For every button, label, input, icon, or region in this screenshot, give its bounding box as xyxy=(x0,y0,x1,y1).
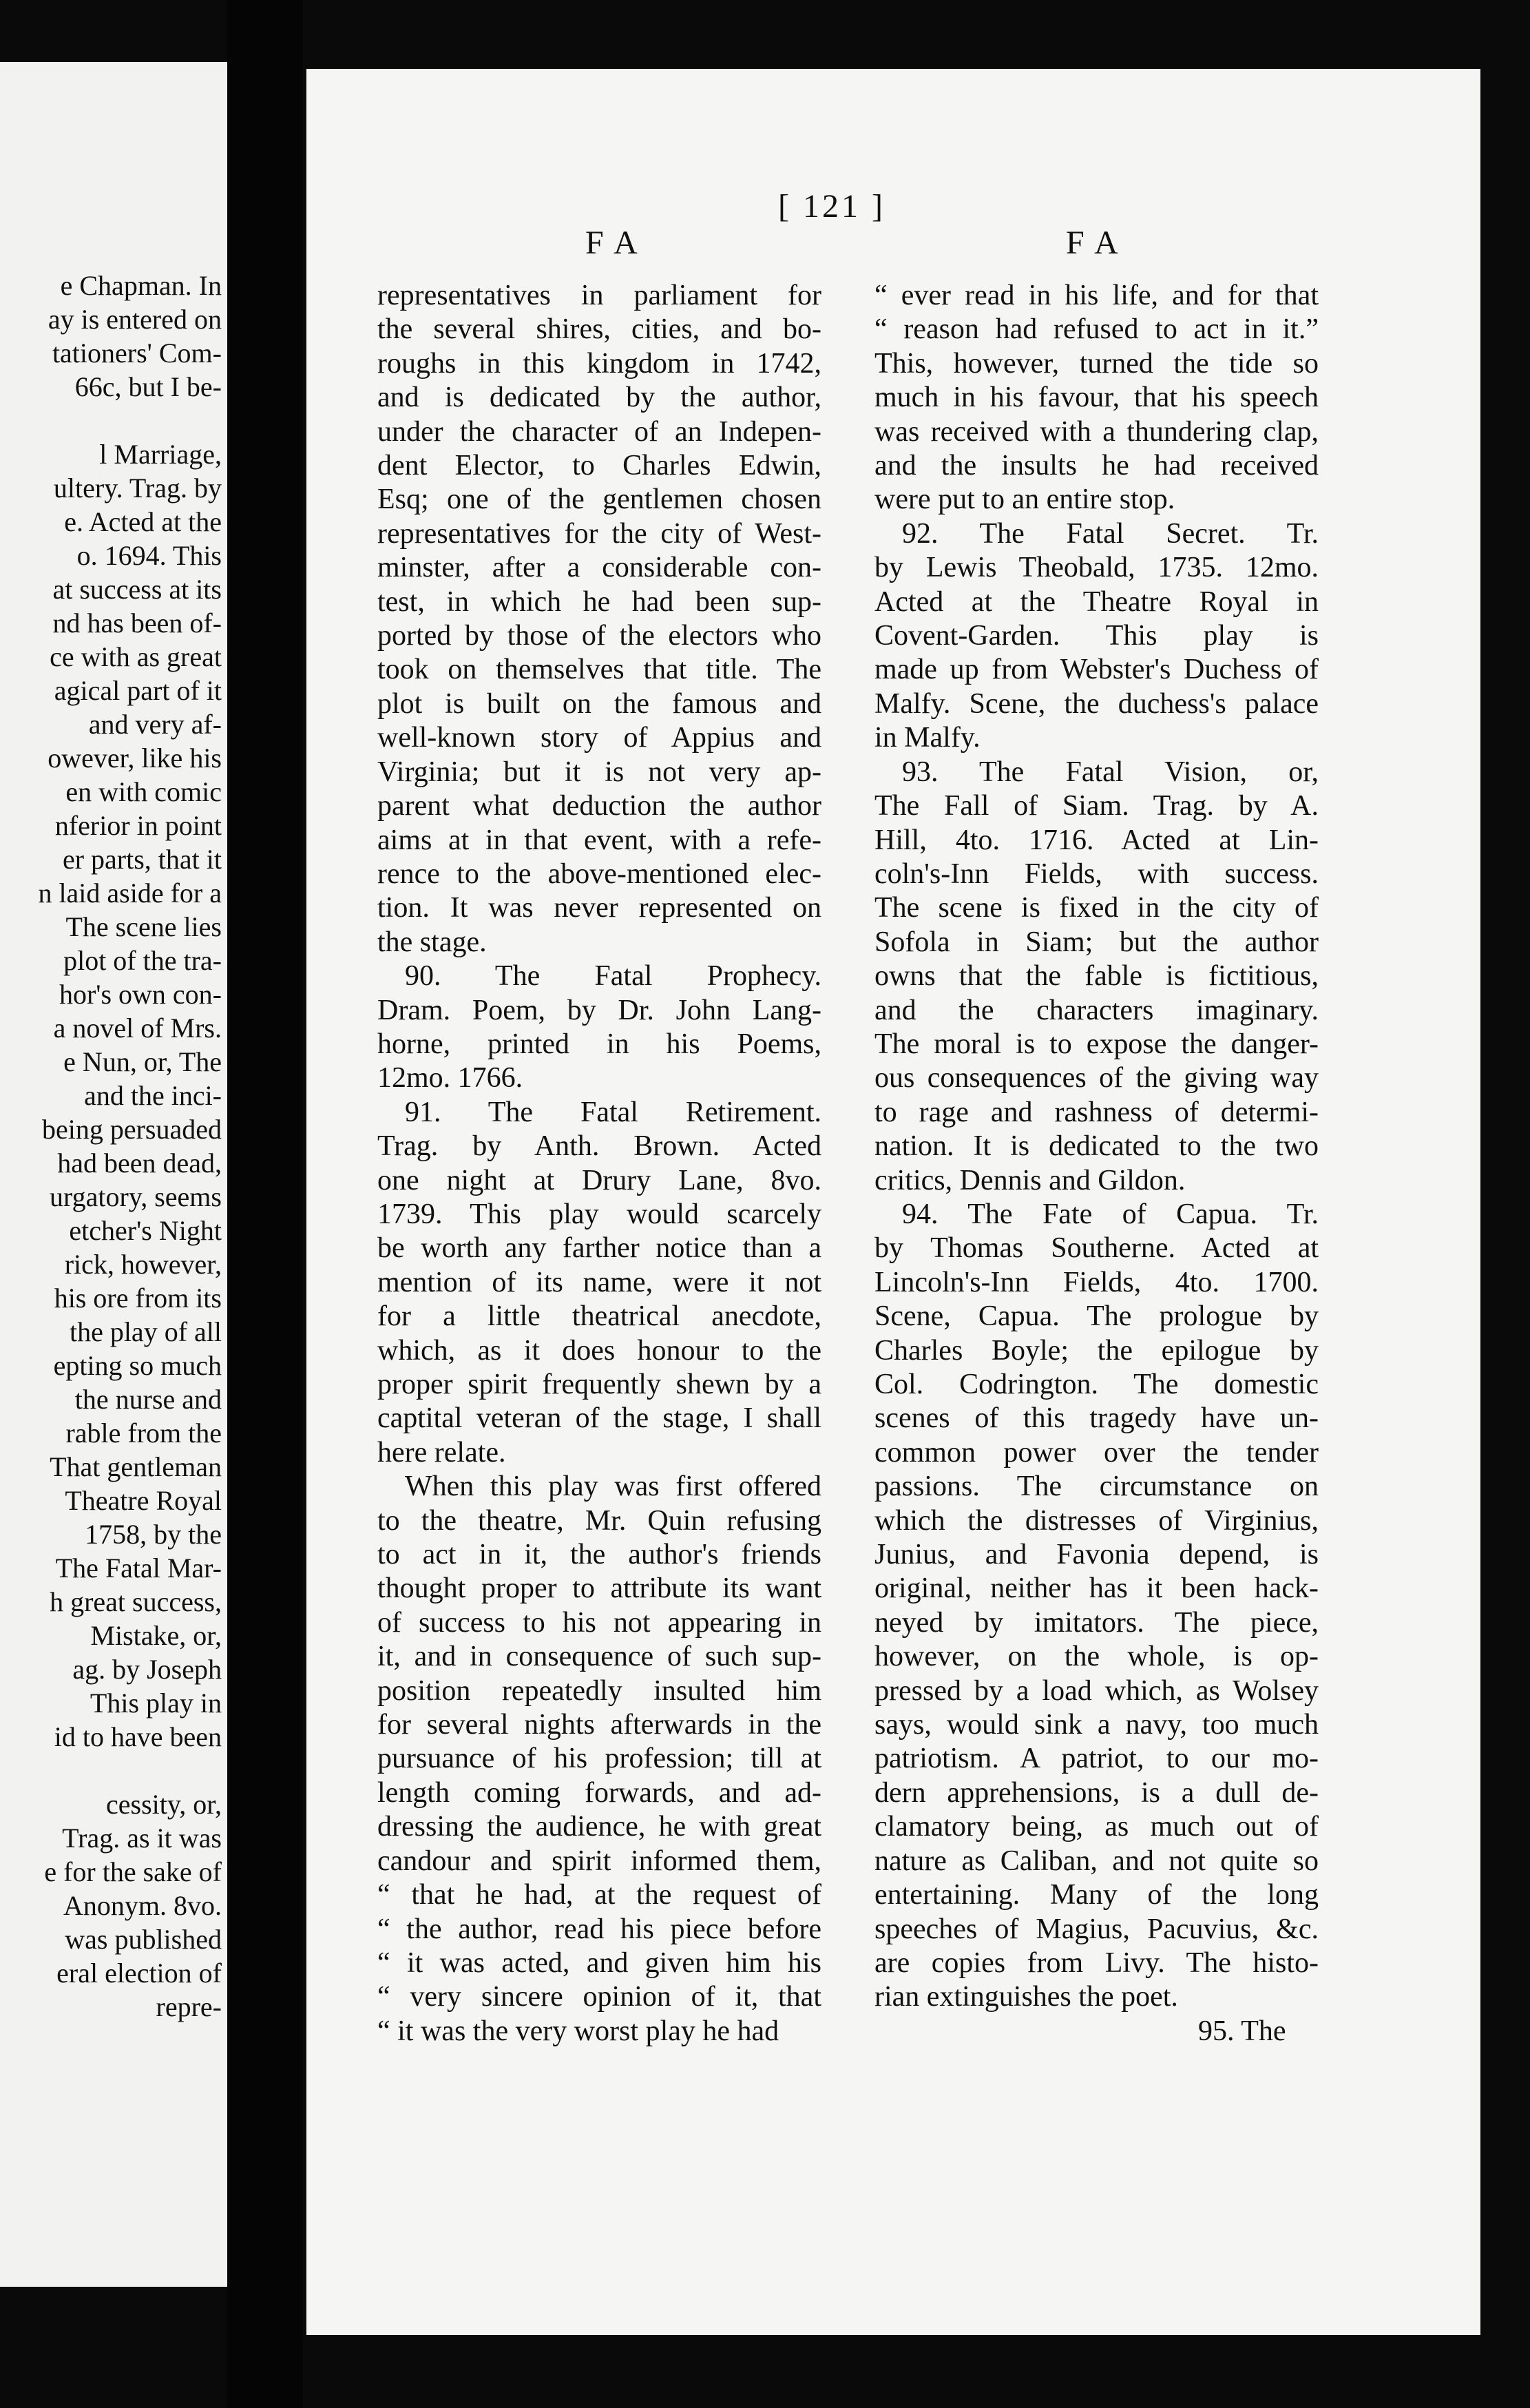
text-line: Virginia; but it is not very ap- xyxy=(377,756,821,788)
text-line: and the characters imaginary. xyxy=(874,994,1319,1026)
text-line: in Malfy. xyxy=(874,722,981,754)
text-line: and the inci- xyxy=(84,1080,222,1111)
text-line: minster, after a considerable con- xyxy=(377,552,821,584)
text-line: nature as Caliban, and not quite so xyxy=(874,1845,1319,1877)
text-line: be worth any farther notice than a xyxy=(377,1232,821,1265)
text-line: mention of its name, were it not xyxy=(377,1266,821,1298)
text-line: 92. The Fatal Secret. Tr. xyxy=(902,517,1319,550)
text-line: repre- xyxy=(156,1991,222,2022)
text-line: for a little theatrical anecdote, xyxy=(377,1300,821,1333)
text-line: it, and in consequence of such sup- xyxy=(377,1641,821,1673)
text-line: dern apprehensions, is a dull de- xyxy=(874,1776,1319,1809)
catchword: 95. The xyxy=(1198,2015,1286,2047)
text-line: tationers' Com- xyxy=(52,338,222,369)
text-line: was received with a thundering clap, xyxy=(874,415,1319,448)
text-line: are copies from Livy. The histo- xyxy=(874,1947,1319,1979)
text-line: urgatory, seems xyxy=(50,1181,222,1212)
text-line: the several shires, cities, and bo- xyxy=(377,313,821,346)
text-line: captital veteran of the stage, I shall xyxy=(377,1402,821,1435)
text-line: The moral is to expose the danger- xyxy=(874,1028,1319,1060)
text-line: Charles Boyle; the epilogue by xyxy=(874,1334,1319,1367)
text-line: test, in which he had been sup- xyxy=(377,585,821,618)
text-line: was published xyxy=(65,1924,222,1955)
text-line: id to have been xyxy=(54,1721,222,1752)
text-line: pursuance of his profession; till at xyxy=(377,1743,821,1775)
text-line: and is dedicated by the author, xyxy=(377,382,821,414)
text-line: “ it was the very worst play he had xyxy=(377,2015,779,2047)
text-line: ported by those of the electors who xyxy=(377,620,821,652)
text-line: ce with as great xyxy=(50,641,222,672)
text-line: to the theatre, Mr. Quin refusing xyxy=(377,1504,821,1537)
text-line: “ very sincere opinion of it, that xyxy=(377,1981,821,2013)
text-line: representatives in parliament for xyxy=(377,280,821,311)
text-line: rick, however, xyxy=(64,1249,222,1280)
text-line: the nurse and xyxy=(74,1384,222,1415)
text-line: This, however, turned the tide so xyxy=(874,347,1319,380)
text-line: his ore from its xyxy=(54,1283,222,1314)
text-line: Esq; one of the gentlemen chosen xyxy=(377,484,821,516)
text-line: here relate. xyxy=(377,1436,506,1468)
text-line: agical part of it xyxy=(54,675,222,706)
text-line: Anonym. 8vo. xyxy=(63,1890,222,1921)
text-line: ag. by Joseph xyxy=(72,1654,222,1685)
left-page-text xyxy=(0,269,222,2024)
text-line: h great success, xyxy=(50,1586,222,1617)
text-line: common power over the tender xyxy=(874,1436,1319,1468)
text-line: 94. The Fate of Capua. Tr. xyxy=(902,1198,1319,1230)
text-line: 66c, but I be- xyxy=(74,371,222,402)
text-line: and very af- xyxy=(88,709,222,740)
text-line xyxy=(0,404,222,437)
text-line: much in his favour, that his speech xyxy=(874,382,1319,414)
text-line: Trag. as it was xyxy=(62,1823,222,1854)
text-line: eral election of xyxy=(56,1958,222,1989)
text-line: Col. Codrington. The domestic xyxy=(874,1369,1319,1400)
text-line: “ reason had refused to act in it.” xyxy=(874,313,1319,346)
text-line: thought proper to attribute its want xyxy=(377,1573,821,1605)
text-line: n laid aside for a xyxy=(38,878,222,909)
book-gutter xyxy=(227,0,303,2408)
text-line: says, would sink a navy, too much xyxy=(874,1709,1319,1741)
text-line: “ that he had, at the request of xyxy=(377,1879,821,1911)
text-line: en with comic xyxy=(65,776,222,807)
text-line: entertaining. Many of the long xyxy=(874,1879,1319,1911)
text-line: length coming forwards, and ad- xyxy=(377,1776,821,1809)
text-line: cessity, or, xyxy=(106,1789,222,1820)
text-line: patriotism. A patriot, to our mo- xyxy=(874,1743,1319,1775)
text-line: Lincoln's-Inn Fields, 4to. 1700. xyxy=(874,1266,1319,1298)
text-line: When this play was first offered xyxy=(405,1471,821,1503)
text-line: a novel of Mrs. xyxy=(53,1013,222,1044)
text-line: rian extinguishes the poet. xyxy=(874,1981,1178,2013)
text-line: coln's-Inn Fields, with success. xyxy=(874,858,1319,890)
text-line: e Chapman. In xyxy=(60,270,222,301)
text-line: parent what deduction the author xyxy=(377,790,821,822)
text-line: rable from the xyxy=(65,1418,222,1449)
text-line: of success to his not appearing in xyxy=(377,1606,821,1639)
text-line: Hill, 4to. 1716. Acted at Lin- xyxy=(874,824,1319,856)
text-line: e Nun, or, The xyxy=(63,1046,222,1077)
running-head-left: FA xyxy=(585,225,650,261)
text-line: epting so much xyxy=(53,1350,222,1381)
text-line: Malfy. Scene, the duchess's palace xyxy=(874,687,1319,720)
text-line: ous consequences of the giving way xyxy=(874,1062,1319,1094)
text-line: The Fall of Siam. Trag. by A. xyxy=(874,790,1319,822)
text-line: Dram. Poem, by Dr. John Lang- xyxy=(377,994,821,1026)
text-line: ay is entered on xyxy=(48,304,222,335)
text-line: nation. It is dedicated to the two xyxy=(874,1130,1319,1163)
text-line: 93. The Fatal Vision, or, xyxy=(902,756,1319,788)
text-line: “ ever read in his life, and for that xyxy=(874,280,1319,311)
text-line: o. 1694. This xyxy=(76,540,222,571)
text-line: “ the author, read his piece before xyxy=(377,1913,821,1945)
text-line: being persuaded xyxy=(41,1114,222,1145)
text-line xyxy=(0,1754,222,1787)
text-line: 12mo. 1766. xyxy=(377,1062,523,1094)
text-line: 1758, by the xyxy=(85,1519,222,1550)
text-line: clamatory being, as much out of xyxy=(874,1811,1319,1843)
text-line: original, neither has it been hack- xyxy=(874,1573,1319,1605)
text-line: l Marriage, xyxy=(99,439,222,470)
running-head-right: FA xyxy=(1066,225,1131,261)
text-line: the stage. xyxy=(377,926,487,958)
text-line: nferior in point xyxy=(54,810,222,841)
text-line: owever, like his xyxy=(48,743,222,774)
text-line: passions. The circumstance on xyxy=(874,1471,1319,1503)
text-line: nd has been of- xyxy=(52,608,222,639)
text-line: to rage and rashness of determi- xyxy=(874,1096,1319,1128)
text-line: owns that the fable is fictitious, xyxy=(874,960,1319,993)
text-line: Scene, Capua. The prologue by xyxy=(874,1300,1319,1333)
text-line: “ it was acted, and given him his xyxy=(377,1947,821,1979)
text-column-1 xyxy=(377,279,821,2048)
text-column-2 xyxy=(874,279,1319,2015)
text-line: dressing the audience, he with great xyxy=(377,1811,821,1843)
text-line: e for the sake of xyxy=(44,1856,222,1887)
text-line: plot is built on the famous and xyxy=(377,687,821,720)
text-line: representatives for the city of West- xyxy=(377,517,821,550)
text-line: Covent-Garden. This play is xyxy=(874,620,1319,652)
text-line: to act in it, the author's friends xyxy=(377,1539,821,1571)
text-line: however, on the whole, is op- xyxy=(874,1641,1319,1673)
text-line: rence to the above-mentioned elec- xyxy=(377,858,821,890)
text-line: critics, Dennis and Gildon. xyxy=(874,1164,1186,1196)
text-line: horne, printed in his Poems, xyxy=(377,1028,821,1060)
text-line: which the distresses of Virginius, xyxy=(874,1504,1319,1537)
text-line: Acted at the Theatre Royal in xyxy=(874,585,1319,618)
text-line: 1739. This play would scarcely xyxy=(377,1198,821,1230)
text-line: roughs in this kingdom in 1742, xyxy=(377,347,821,380)
text-line: made up from Webster's Duchess of xyxy=(874,654,1319,686)
text-line: proper spirit frequently shewn by a xyxy=(377,1369,821,1400)
text-line: e. Acted at the xyxy=(64,506,222,537)
text-line: had been dead, xyxy=(57,1148,222,1179)
text-line: position repeatedly insulted him xyxy=(377,1674,821,1707)
text-line: er parts, that it xyxy=(62,844,222,875)
text-line: Theatre Royal xyxy=(65,1485,222,1516)
text-line: were put to an entire stop. xyxy=(874,484,1175,516)
text-line: etcher's Night xyxy=(69,1215,222,1246)
text-line: by Lewis Theobald, 1735. 12mo. xyxy=(874,552,1319,584)
text-line: well-known story of Appius and xyxy=(377,722,821,754)
text-line: The scene lies xyxy=(65,911,222,942)
text-line: scenes of this tragedy have un- xyxy=(874,1402,1319,1435)
text-line: This play in xyxy=(90,1688,222,1719)
text-line: one night at Drury Lane, 8vo. xyxy=(377,1164,821,1196)
text-line: plot of the tra- xyxy=(63,945,222,976)
text-line: Trag. by Anth. Brown. Acted xyxy=(377,1130,821,1163)
text-line: the play of all xyxy=(69,1316,222,1347)
text-line: by Thomas Southerne. Acted at xyxy=(874,1232,1319,1265)
text-line: pressed by a load which, as Wolsey xyxy=(874,1674,1319,1707)
text-line: under the character of an Indepen- xyxy=(377,415,821,448)
page-number: [ 121 ] xyxy=(778,188,885,225)
text-line: which, as it does honour to the xyxy=(377,1334,821,1367)
text-line: hor's own con- xyxy=(59,979,222,1010)
text-line: Junius, and Favonia depend, is xyxy=(874,1539,1319,1571)
text-line: tion. It was never represented on xyxy=(377,892,821,924)
text-line: 91. The Fatal Retirement. xyxy=(405,1096,821,1128)
text-line: 90. The Fatal Prophecy. xyxy=(405,960,821,993)
left-page xyxy=(0,62,227,2287)
text-line: for several nights afterwards in the xyxy=(377,1709,821,1741)
text-line: and the insults he had received xyxy=(874,450,1319,482)
text-line: Mistake, or, xyxy=(90,1620,222,1651)
text-line: took on themselves that title. The xyxy=(377,654,821,686)
text-line: dent Elector, to Charles Edwin, xyxy=(377,450,821,482)
text-line: That gentleman xyxy=(50,1451,222,1482)
text-line: The scene is fixed in the city of xyxy=(874,892,1319,924)
text-line: Sofola in Siam; but the author xyxy=(874,926,1319,958)
text-line: at success at its xyxy=(52,574,222,605)
text-line: neyed by imitators. The piece, xyxy=(874,1606,1319,1639)
text-line: aims at in that event, with a refe- xyxy=(377,824,821,856)
text-line: candour and spirit informed them, xyxy=(377,1845,821,1877)
text-line: ultery. Trag. by xyxy=(53,473,222,504)
text-line: speeches of Magius, Pacuvius, &c. xyxy=(874,1913,1319,1945)
text-line: The Fatal Mar- xyxy=(55,1553,222,1584)
